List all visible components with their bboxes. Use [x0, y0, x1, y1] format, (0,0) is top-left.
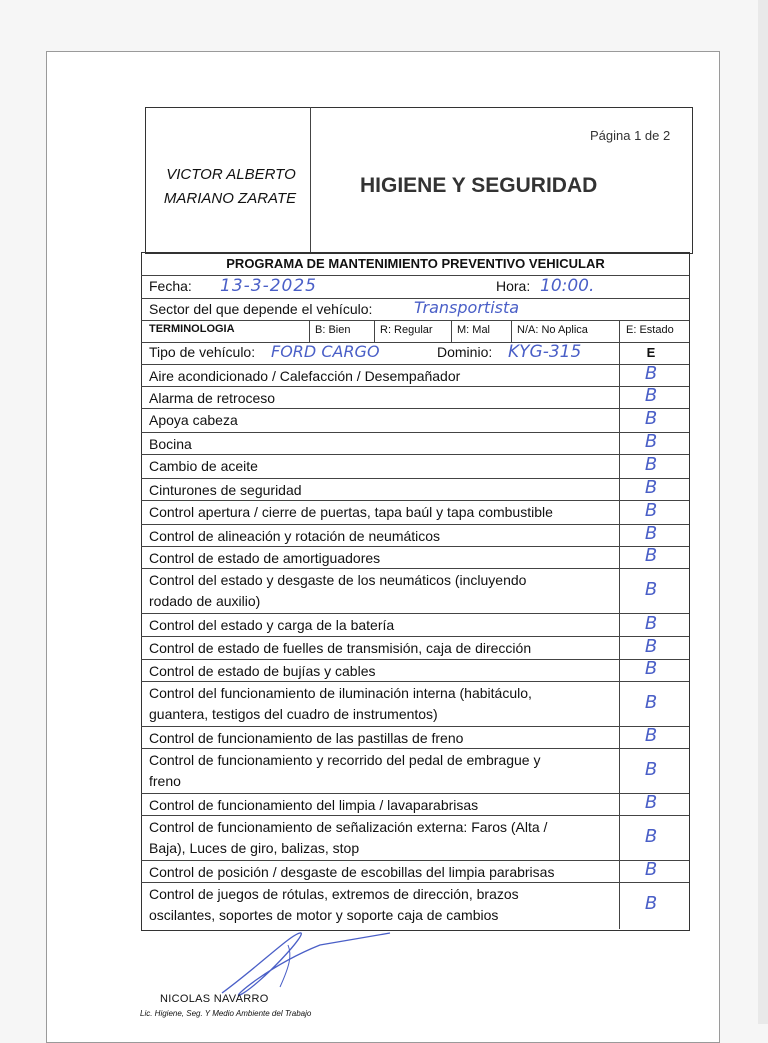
estado-mark: B — [644, 408, 658, 429]
signatory-title: Lic. Higiene, Seg. Y Medio Ambiente del Trabajo — [140, 1009, 312, 1018]
row-line — [141, 500, 689, 501]
term-no-aplica: N/A: No Aplica — [517, 324, 588, 336]
checklist-item-label: Control del estado y desgaste de los neumáticos (incluyendo — [149, 572, 527, 588]
terminology-label: TERMINOLOGIA — [149, 323, 235, 335]
tipo-value: FORD CARGO — [271, 342, 380, 361]
checklist-item-label: Aire acondicionado / Calefacción / Desempañador — [149, 368, 461, 384]
row-line — [141, 793, 689, 794]
fecha-value: 13-3-2025 — [220, 276, 317, 296]
checklist-item-label: Apoya cabeza — [149, 412, 238, 428]
dominio-value: KYG-315 — [508, 342, 582, 362]
term-regular: R: Regular — [380, 324, 433, 336]
row-line — [141, 364, 689, 365]
row-line — [141, 478, 689, 479]
term-bien: B: Bien — [315, 324, 351, 336]
estado-mark: B — [644, 612, 658, 634]
sector-label: Sector del que depende el vehículo: — [149, 301, 373, 317]
estado-mark: B — [644, 859, 658, 880]
checklist-item-label: Control de juegos de rótulas, extremos de dirección, brazos — [149, 886, 519, 902]
checklist-item-label: Alarma de retroceso — [149, 390, 276, 406]
term-divider — [309, 320, 310, 342]
row-line — [141, 408, 689, 409]
program-title: PROGRAMA DE MANTENIMIENTO PREVENTIVO VEHICULAR — [226, 256, 605, 271]
checklist-item-label: Control de funcionamiento de señalización externa: Faros (Alta / — [149, 819, 548, 835]
header-divider — [310, 107, 311, 253]
estado-column-header: E — [646, 345, 656, 360]
checklist-item-label: Control de estado de bujías y cables — [149, 663, 376, 679]
estado-mark: B — [644, 635, 658, 657]
checklist-item-label: Control apertura / cierre de puertas, tapa baúl y tapa combustible — [149, 504, 553, 520]
estado-mark: B — [644, 500, 658, 521]
estado-mark: B — [644, 658, 658, 679]
row-line — [141, 815, 689, 816]
row-line — [141, 860, 689, 861]
estado-mark: B — [644, 545, 658, 566]
tipo-label: Tipo de vehículo: — [149, 344, 256, 360]
scan-edge — [758, 0, 768, 1024]
company-name-line1: VICTOR ALBERTO — [166, 166, 296, 183]
fecha-label: Fecha: — [149, 278, 192, 294]
row-line — [141, 681, 689, 682]
estado-mark: B — [644, 363, 658, 384]
row-line — [141, 726, 689, 727]
estado-mark: B — [644, 454, 658, 475]
checklist-item-label: Control de posición / desgaste de escobillas del limpia parabrisas — [149, 864, 555, 880]
checklist-item-label: Control de estado de amortiguadores — [149, 550, 381, 566]
row-line — [141, 659, 689, 660]
document-title: HIGIENE Y SEGURIDAD — [360, 174, 598, 197]
checklist-item-label: Control del funcionamiento de iluminación interna (habitáculo, — [149, 685, 532, 701]
term-estado: E: Estado — [626, 324, 674, 336]
estado-mark: B — [644, 792, 658, 813]
term-divider — [374, 320, 375, 342]
row-line — [141, 432, 689, 433]
term-mal: M: Mal — [457, 324, 490, 336]
row-line — [141, 320, 689, 321]
estado-mark: B — [644, 758, 658, 780]
company-name-line2: MARIANO ZARATE — [163, 190, 297, 207]
checklist-item-label-cont: guantera, testigos del cuadro de instrumentos) — [149, 706, 438, 722]
row-line — [141, 386, 689, 387]
hora-value: 10:00. — [540, 276, 595, 296]
row-line — [141, 613, 689, 614]
checklist-item-label: Bocina — [149, 436, 192, 452]
row-line — [141, 546, 689, 547]
sector-value: Transportista — [414, 298, 520, 317]
estado-mark: B — [644, 825, 658, 847]
estado-mark: B — [644, 892, 658, 914]
checklist-item-label: Cambio de aceite — [149, 458, 258, 474]
page-number: Página 1 de 2 — [590, 128, 671, 143]
checklist-item-label: Cinturones de seguridad — [149, 482, 302, 498]
estado-mark: B — [644, 431, 658, 452]
row-line — [141, 748, 689, 749]
checklist-item-label: Control de estado de fuelles de transmisión, caja de dirección — [149, 640, 532, 656]
checklist-item-label-cont: freno — [149, 773, 181, 789]
row-line — [141, 524, 689, 525]
estado-mark: B — [644, 385, 658, 406]
checklist-item-label-cont: Baja), Luces de giro, balizas, stop — [149, 840, 360, 856]
term-divider — [451, 320, 452, 342]
term-divider — [511, 320, 512, 342]
checklist-item-label: Control del estado y carga de la batería — [149, 617, 395, 633]
checklist-item-label: Control de funcionamiento de las pastillas de freno — [149, 730, 464, 746]
row-line — [141, 342, 689, 343]
checklist-item-label: Control de funcionamiento del limpia / lavaparabrisas — [149, 797, 479, 813]
row-line — [141, 568, 689, 569]
estado-mark: B — [644, 691, 658, 713]
estado-column-divider — [619, 320, 620, 929]
checklist-item-label: Control de funcionamiento y recorrido del pedal de embrague y — [149, 752, 541, 768]
estado-mark: B — [644, 523, 658, 544]
estado-mark: B — [644, 725, 658, 746]
signatory-name: NICOLAS NAVARRO — [160, 993, 269, 1005]
row-line — [141, 882, 689, 883]
row-line — [141, 454, 689, 455]
estado-mark: B — [644, 578, 658, 600]
checklist-item-label-cont: oscilantes, soportes de motor y soporte caja de cambios — [149, 907, 499, 923]
dominio-label: Dominio: — [437, 344, 493, 360]
checklist-item-label: Control de alineación y rotación de neumáticos — [149, 528, 441, 544]
checklist-item-label-cont: rodado de auxilio) — [149, 593, 261, 609]
estado-mark: B — [644, 477, 658, 498]
row-line — [141, 636, 689, 637]
signature-scribble — [200, 925, 400, 1000]
hora-label: Hora: — [496, 278, 531, 294]
